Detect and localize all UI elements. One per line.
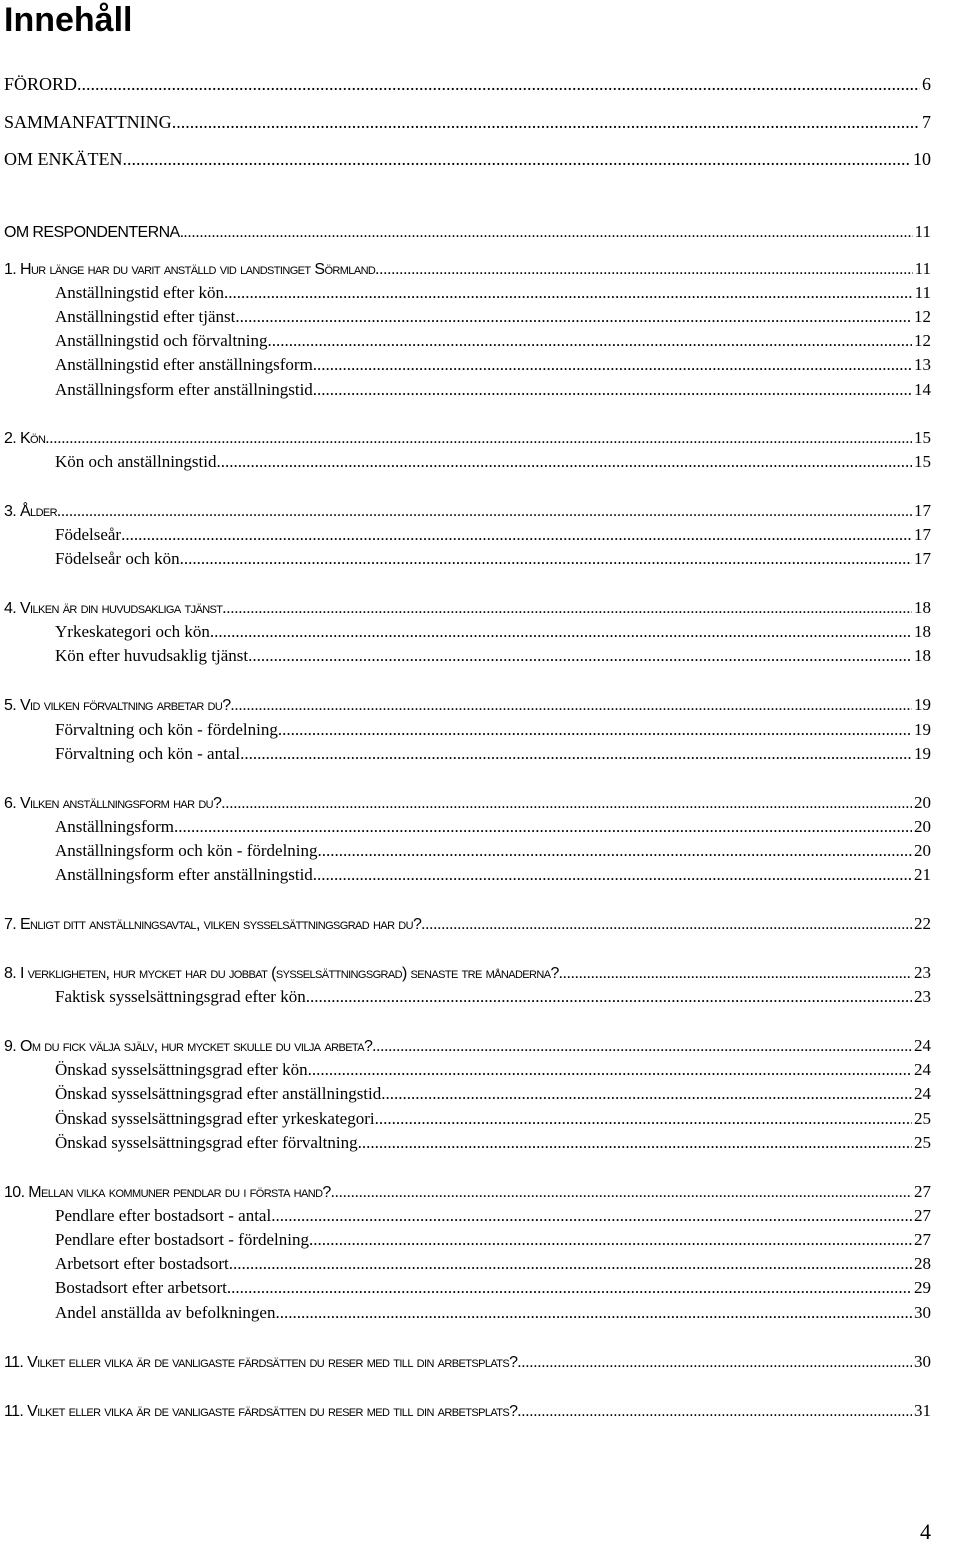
toc-page-number: 24 — [914, 1084, 931, 1103]
toc-entry-label: 2. Kön — [4, 430, 46, 447]
toc-entry-label: Andel anställda av befolkningen — [55, 1303, 276, 1322]
toc-entry-om-enkaten[interactable] — [4, 148, 931, 170]
toc-page-number: 17 — [914, 549, 931, 568]
toc-subentry[interactable] — [55, 524, 931, 546]
toc-page-number: 24 — [914, 1060, 931, 1079]
toc-entry-section-11[interactable] — [4, 1400, 931, 1423]
toc-entry-section-3[interactable] — [4, 500, 931, 523]
toc-entry-label: SAMMANFATTNING — [4, 112, 172, 132]
toc-entry-label: Födelseår och kön — [55, 549, 180, 568]
dot-leader — [77, 73, 920, 95]
dot-leader — [358, 1132, 912, 1154]
toc-entry-label: Arbetsort efter bostadsort — [55, 1254, 229, 1273]
toc-entry-label: 8. I verkligheten, hur mycket har du jobbat (sysselsättningsgrad) senaste tre månaderna? — [4, 965, 559, 982]
toc-entry-label: Önskad sysselsättningsgrad efter kön — [55, 1060, 308, 1079]
dot-leader — [221, 793, 912, 815]
dot-leader — [318, 840, 912, 862]
toc-entry-label: 5. Vid vilken förvaltning arbetar du? — [4, 697, 231, 714]
toc-subentry[interactable] — [55, 330, 931, 352]
toc-page-number: 25 — [914, 1109, 931, 1128]
dot-leader — [248, 645, 912, 667]
toc-page-number: 18 — [914, 646, 931, 665]
toc-entry-label: Anställningstid efter tjänst — [55, 307, 236, 326]
toc-subentry[interactable] — [55, 1229, 931, 1251]
toc-page-number: 30 — [914, 1303, 931, 1322]
toc-page-number: 20 — [914, 817, 931, 836]
toc-entry-label: 11. Vilket eller vilka är de vanligaste färdsätten du reser med till din arbetsplats? — [4, 1354, 518, 1371]
toc-subentry[interactable] — [55, 719, 931, 741]
toc-entry-label: 9. Om du fick välja själv, hur mycket skulle du vilja arbeta? — [4, 1038, 373, 1055]
toc-entry-label: Önskad sysselsättningsgrad efter förvaltning — [55, 1133, 358, 1152]
dot-leader — [306, 986, 912, 1008]
toc-entry-label: 6. Vilken anställningsform har du? — [4, 795, 222, 812]
toc-entry-section-7[interactable] — [4, 913, 931, 936]
toc-entry-section-4[interactable] — [4, 597, 931, 620]
toc-page-number: 28 — [914, 1254, 931, 1273]
toc-page-number: 11 — [914, 283, 931, 302]
toc-page-number: 18 — [914, 598, 931, 617]
toc-page-number: 11 — [914, 259, 931, 278]
toc-subentry[interactable] — [55, 1277, 931, 1299]
toc-page-number: 29 — [914, 1278, 931, 1297]
toc-page-number: 17 — [914, 501, 931, 520]
dot-leader — [517, 1401, 912, 1423]
toc-subentry[interactable] — [55, 354, 931, 376]
toc-entry-label: Födelseår — [55, 525, 122, 544]
toc-entry-label: 3. Ålder — [4, 503, 58, 520]
dot-leader — [231, 695, 913, 717]
toc-page-number: 18 — [914, 622, 931, 641]
toc-entry-label: Pendlare efter bostadsort - antal — [55, 1206, 272, 1225]
dot-leader — [313, 354, 912, 376]
toc-entry-section-5[interactable] — [4, 694, 931, 717]
toc-subentry[interactable] — [55, 1302, 931, 1324]
toc-page-number: 23 — [914, 987, 931, 1006]
toc-page-number: 24 — [914, 1036, 931, 1055]
dot-leader — [174, 816, 912, 838]
toc-subentry[interactable] — [55, 621, 931, 643]
toc-entry-label: Pendlare efter bostadsort - fördelning — [55, 1230, 309, 1249]
toc-page-number: 20 — [914, 841, 931, 860]
toc-entry-label: OM RESPONDENTERNA. — [4, 224, 184, 241]
toc-page-number: 15 — [914, 452, 931, 471]
dot-leader — [222, 598, 912, 620]
dot-leader — [372, 1036, 912, 1058]
dot-leader — [421, 914, 912, 936]
toc-subentry[interactable] — [55, 1059, 931, 1081]
toc-subentry[interactable] — [55, 645, 931, 667]
toc-entry-section-9[interactable] — [4, 1035, 931, 1058]
toc-entry-section-2[interactable] — [4, 427, 931, 450]
toc-page-number: 7 — [922, 112, 931, 132]
toc-subentry[interactable] — [55, 548, 931, 570]
toc-entry-section-1[interactable] — [4, 258, 931, 281]
toc-entry-label: FÖRORD — [4, 74, 78, 94]
toc-page-number: 31 — [914, 1401, 931, 1420]
dot-leader — [227, 1277, 912, 1299]
dot-leader — [183, 222, 912, 244]
toc-entry-section-6[interactable] — [4, 792, 931, 815]
dot-leader — [216, 451, 912, 473]
dot-leader — [229, 1253, 912, 1275]
toc-page-number: 12 — [914, 331, 931, 350]
dot-leader — [271, 1205, 912, 1227]
toc-subentry[interactable] — [55, 816, 931, 838]
toc-subentry[interactable] — [55, 864, 931, 886]
toc-subentry[interactable] — [55, 306, 931, 328]
toc-entry-section-10[interactable] — [4, 1181, 931, 1204]
dot-leader — [240, 743, 912, 765]
toc-page-number: 27 — [914, 1182, 931, 1201]
toc-page-number: 14 — [914, 380, 931, 399]
toc-entry-label: Bostadsort efter arbetsort — [55, 1278, 227, 1297]
toc-entry-label: Faktisk sysselsättningsgrad efter kön — [55, 987, 306, 1006]
dot-leader — [517, 1352, 912, 1374]
toc-subentry[interactable] — [55, 1083, 931, 1105]
dot-leader — [275, 1302, 912, 1324]
toc-subentry[interactable] — [55, 743, 931, 765]
dot-leader — [224, 282, 913, 304]
toc-page-number: 23 — [914, 963, 931, 982]
toc-entry-label: Önskad sysselsättningsgrad efter anställningstid — [55, 1084, 382, 1103]
toc-entry-label: Anställningsform efter anställningstid — [55, 380, 313, 399]
toc-entry-label: Förvaltning och kön - antal — [55, 744, 241, 763]
toc-entry-label: Anställningsform och kön - fördelning — [55, 841, 318, 860]
toc-subentry[interactable] — [55, 451, 931, 473]
toc-subentry[interactable] — [55, 1132, 931, 1154]
toc-entry-label: Anställningstid och förvaltning — [55, 331, 268, 350]
page-number: 4 — [920, 1519, 931, 1544]
toc-subentry[interactable] — [55, 840, 931, 862]
toc-entry-section-8[interactable] — [4, 962, 931, 985]
dot-leader — [123, 148, 912, 170]
toc-page-number: 25 — [914, 1133, 931, 1152]
dot-leader — [331, 1182, 912, 1204]
dot-leader — [172, 111, 920, 133]
dot-leader — [313, 379, 912, 401]
toc-entry-label: 7. Enligt ditt anställningsavtal, vilken sysselsättningsgrad har du? — [4, 916, 422, 933]
toc-entry-label: Kön och anställningstid — [55, 452, 217, 471]
toc-subentry[interactable] — [55, 1205, 931, 1227]
dot-leader — [375, 259, 912, 281]
toc-page-number: 19 — [914, 720, 931, 739]
page-title: Innehåll — [4, 1, 133, 39]
toc-page-number: 20 — [914, 793, 931, 812]
toc-page-number: 15 — [914, 428, 931, 447]
dot-leader — [180, 548, 912, 570]
toc-entry-label: 10. Mellan vilka kommuner pendlar du i första hand? — [4, 1184, 331, 1201]
dot-leader — [381, 1083, 912, 1105]
toc-entry-label: Anställningstid efter kön — [55, 283, 225, 302]
toc-page-number: 13 — [914, 355, 931, 374]
toc-page-number: 27 — [914, 1206, 931, 1225]
toc-page-number: 22 — [914, 914, 931, 933]
toc-subentry[interactable] — [55, 379, 931, 401]
toc-page-number: 19 — [914, 695, 931, 714]
dot-leader — [278, 719, 912, 741]
dot-leader — [313, 864, 912, 886]
dot-leader — [267, 330, 912, 352]
toc-subentry[interactable] — [55, 1253, 931, 1275]
toc-entry-label: Önskad sysselsättningsgrad efter yrkeskategori — [55, 1109, 375, 1128]
toc-entry-om-respondenterna[interactable] — [4, 221, 931, 244]
toc-entry-label: Anställningsform — [55, 817, 174, 836]
dot-leader — [309, 1229, 912, 1251]
toc-subentry[interactable] — [55, 1108, 931, 1130]
toc-entry-label: 11. Vilket eller vilka är de vanligaste färdsätten du reser med till din arbetsplats? — [4, 1403, 518, 1420]
toc-entry-label: OM ENKÄTEN — [4, 149, 123, 169]
toc-page-number: 17 — [914, 525, 931, 544]
dot-leader — [210, 621, 912, 643]
toc-subentry[interactable] — [55, 986, 931, 1008]
dot-leader — [235, 306, 912, 328]
toc-subentry[interactable] — [55, 282, 931, 304]
toc-entry-label: Kön efter huvudsaklig tjänst — [55, 646, 249, 665]
dot-leader — [45, 428, 912, 450]
toc-entry-label: 1. Hur länge har du varit anställd vid landstinget Sörmland — [4, 261, 376, 278]
dot-leader — [375, 1108, 912, 1130]
dot-leader — [57, 501, 912, 523]
toc-entry-section-11[interactable] — [4, 1351, 931, 1374]
toc-entry-forord[interactable] — [4, 73, 931, 95]
toc-page-number: 30 — [914, 1352, 931, 1371]
toc-entry-label: Anställningstid efter anställningsform — [55, 355, 313, 374]
toc-entry-label: Förvaltning och kön - fördelning — [55, 720, 278, 739]
dot-leader — [121, 524, 912, 546]
toc-entry-sammanfattning[interactable] — [4, 111, 931, 133]
toc-entry-label: 4. Vilken är din huvudsakliga tjänst — [4, 600, 223, 617]
toc-page-number: 6 — [922, 74, 931, 94]
toc-page-number: 21 — [914, 865, 931, 884]
toc-page-number: 12 — [914, 307, 931, 326]
toc-page-number: 10 — [913, 149, 931, 169]
toc-page-number: 19 — [914, 744, 931, 763]
dot-leader — [559, 963, 912, 985]
toc-page-number: 11 — [914, 222, 931, 241]
toc-entry-label: Yrkeskategori och kön — [55, 622, 210, 641]
dot-leader — [308, 1059, 912, 1081]
toc-page-number: 27 — [914, 1230, 931, 1249]
toc-entry-label: Anställningsform efter anställningstid — [55, 865, 313, 884]
